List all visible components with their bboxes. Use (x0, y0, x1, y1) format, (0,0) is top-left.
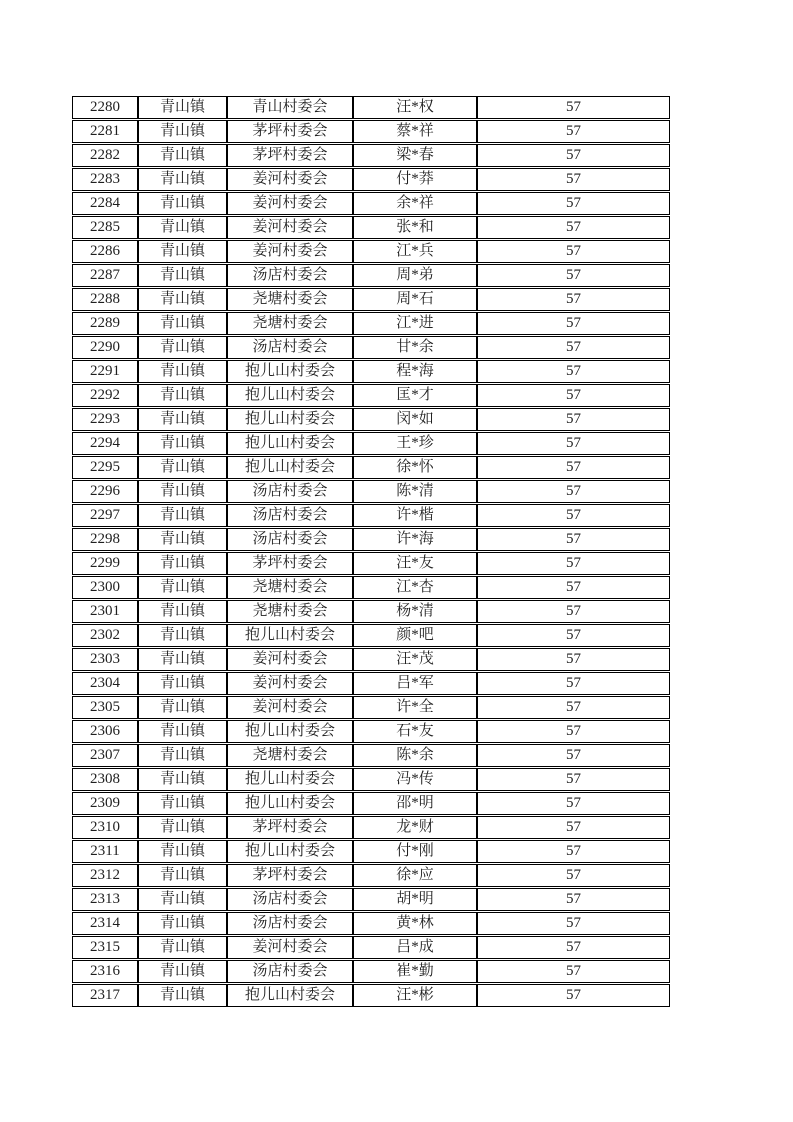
name-cell: 付*刚 (353, 840, 477, 863)
name-cell: 许*楷 (353, 504, 477, 527)
village-cell: 抱儿山村委会 (227, 720, 353, 743)
value-cell: 57 (477, 792, 670, 815)
town-cell: 青山镇 (138, 792, 227, 815)
name-cell: 陈*余 (353, 744, 477, 767)
table-row (72, 240, 670, 263)
village-cell: 抱儿山村委会 (227, 624, 353, 647)
serial-cell: 2287 (72, 264, 138, 287)
name-cell: 邵*明 (353, 792, 477, 815)
table-row (72, 168, 670, 191)
value-cell: 57 (477, 720, 670, 743)
town-cell: 青山镇 (138, 960, 227, 983)
name-cell: 闵*如 (353, 408, 477, 431)
value-cell: 57 (477, 168, 670, 191)
town-cell: 青山镇 (138, 600, 227, 623)
value-cell: 57 (477, 504, 670, 527)
table-row (72, 912, 670, 935)
table-row (72, 888, 670, 911)
name-cell: 汪*彬 (353, 984, 477, 1007)
village-cell: 汤店村委会 (227, 912, 353, 935)
name-cell: 江*杏 (353, 576, 477, 599)
name-cell: 汪*权 (353, 96, 477, 119)
town-cell: 青山镇 (138, 936, 227, 959)
town-cell: 青山镇 (138, 384, 227, 407)
value-cell: 57 (477, 240, 670, 263)
village-cell: 抱儿山村委会 (227, 768, 353, 791)
table-row (72, 504, 670, 527)
village-cell: 茅坪村委会 (227, 864, 353, 887)
village-cell: 茅坪村委会 (227, 816, 353, 839)
serial-cell: 2300 (72, 576, 138, 599)
name-cell: 周*石 (353, 288, 477, 311)
village-cell: 姜河村委会 (227, 216, 353, 239)
town-cell: 青山镇 (138, 432, 227, 455)
serial-cell: 2290 (72, 336, 138, 359)
village-cell: 抱儿山村委会 (227, 360, 353, 383)
name-cell: 黄*林 (353, 912, 477, 935)
name-cell: 许*海 (353, 528, 477, 551)
value-cell: 57 (477, 864, 670, 887)
value-cell: 57 (477, 528, 670, 551)
value-cell: 57 (477, 96, 670, 119)
name-cell: 崔*勤 (353, 960, 477, 983)
village-cell: 茅坪村委会 (227, 552, 353, 575)
village-cell: 抱儿山村委会 (227, 984, 353, 1007)
name-cell: 程*海 (353, 360, 477, 383)
table-row (72, 672, 670, 695)
value-cell: 57 (477, 192, 670, 215)
serial-cell: 2291 (72, 360, 138, 383)
village-cell: 汤店村委会 (227, 528, 353, 551)
name-cell: 徐*怀 (353, 456, 477, 479)
name-cell: 付*莽 (353, 168, 477, 191)
table-row (72, 480, 670, 503)
serial-cell: 2316 (72, 960, 138, 983)
town-cell: 青山镇 (138, 840, 227, 863)
town-cell: 青山镇 (138, 648, 227, 671)
town-cell: 青山镇 (138, 120, 227, 143)
table-row (72, 984, 670, 1007)
table-row (72, 408, 670, 431)
village-cell: 汤店村委会 (227, 888, 353, 911)
town-cell: 青山镇 (138, 192, 227, 215)
value-cell: 57 (477, 960, 670, 983)
name-cell: 甘*余 (353, 336, 477, 359)
name-cell: 吕*军 (353, 672, 477, 695)
table-row (72, 192, 670, 215)
name-cell: 江*兵 (353, 240, 477, 263)
table-row (72, 288, 670, 311)
serial-cell: 2304 (72, 672, 138, 695)
value-cell: 57 (477, 144, 670, 167)
name-cell: 杨*清 (353, 600, 477, 623)
town-cell: 青山镇 (138, 552, 227, 575)
serial-cell: 2297 (72, 504, 138, 527)
town-cell: 青山镇 (138, 528, 227, 551)
table-row (72, 648, 670, 671)
serial-cell: 2308 (72, 768, 138, 791)
table-row (72, 720, 670, 743)
village-cell: 茅坪村委会 (227, 120, 353, 143)
name-cell: 余*祥 (353, 192, 477, 215)
village-cell: 汤店村委会 (227, 480, 353, 503)
town-cell: 青山镇 (138, 504, 227, 527)
town-cell: 青山镇 (138, 624, 227, 647)
serial-cell: 2284 (72, 192, 138, 215)
table-row (72, 792, 670, 815)
table-row (72, 312, 670, 335)
name-cell: 石*友 (353, 720, 477, 743)
village-cell: 抱儿山村委会 (227, 456, 353, 479)
table-body (72, 96, 670, 1007)
town-cell: 青山镇 (138, 456, 227, 479)
town-cell: 青山镇 (138, 216, 227, 239)
town-cell: 青山镇 (138, 816, 227, 839)
town-cell: 青山镇 (138, 768, 227, 791)
town-cell: 青山镇 (138, 360, 227, 383)
table-row (72, 936, 670, 959)
name-cell: 徐*应 (353, 864, 477, 887)
village-cell: 尧塘村委会 (227, 600, 353, 623)
serial-cell: 2283 (72, 168, 138, 191)
town-cell: 青山镇 (138, 288, 227, 311)
table-row (72, 336, 670, 359)
data-table (72, 95, 670, 1008)
town-cell: 青山镇 (138, 336, 227, 359)
table-row (72, 552, 670, 575)
town-cell: 青山镇 (138, 912, 227, 935)
value-cell: 57 (477, 264, 670, 287)
name-cell: 江*进 (353, 312, 477, 335)
village-cell: 尧塘村委会 (227, 312, 353, 335)
town-cell: 青山镇 (138, 696, 227, 719)
name-cell: 汪*友 (353, 552, 477, 575)
table-row (72, 96, 670, 119)
table-row (72, 120, 670, 143)
town-cell: 青山镇 (138, 96, 227, 119)
value-cell: 57 (477, 672, 670, 695)
village-cell: 茅坪村委会 (227, 144, 353, 167)
town-cell: 青山镇 (138, 264, 227, 287)
value-cell: 57 (477, 744, 670, 767)
town-cell: 青山镇 (138, 576, 227, 599)
table-row (72, 840, 670, 863)
town-cell: 青山镇 (138, 168, 227, 191)
serial-cell: 2293 (72, 408, 138, 431)
serial-cell: 2302 (72, 624, 138, 647)
town-cell: 青山镇 (138, 312, 227, 335)
town-cell: 青山镇 (138, 480, 227, 503)
serial-cell: 2310 (72, 816, 138, 839)
value-cell: 57 (477, 936, 670, 959)
village-cell: 姜河村委会 (227, 696, 353, 719)
serial-cell: 2280 (72, 96, 138, 119)
table-row (72, 456, 670, 479)
table-row (72, 528, 670, 551)
name-cell: 汪*茂 (353, 648, 477, 671)
serial-cell: 2317 (72, 984, 138, 1007)
serial-cell: 2312 (72, 864, 138, 887)
village-cell: 抱儿山村委会 (227, 840, 353, 863)
table-row (72, 264, 670, 287)
table-row (72, 744, 670, 767)
serial-cell: 2306 (72, 720, 138, 743)
serial-cell: 2309 (72, 792, 138, 815)
town-cell: 青山镇 (138, 720, 227, 743)
value-cell: 57 (477, 552, 670, 575)
town-cell: 青山镇 (138, 744, 227, 767)
value-cell: 57 (477, 336, 670, 359)
value-cell: 57 (477, 840, 670, 863)
serial-cell: 2288 (72, 288, 138, 311)
value-cell: 57 (477, 984, 670, 1007)
serial-cell: 2282 (72, 144, 138, 167)
serial-cell: 2315 (72, 936, 138, 959)
town-cell: 青山镇 (138, 864, 227, 887)
village-cell: 姜河村委会 (227, 168, 353, 191)
village-cell: 尧塘村委会 (227, 288, 353, 311)
table-row (72, 144, 670, 167)
serial-cell: 2295 (72, 456, 138, 479)
name-cell: 胡*明 (353, 888, 477, 911)
value-cell: 57 (477, 480, 670, 503)
village-cell: 汤店村委会 (227, 960, 353, 983)
village-cell: 姜河村委会 (227, 192, 353, 215)
value-cell: 57 (477, 456, 670, 479)
value-cell: 57 (477, 360, 670, 383)
table-row (72, 432, 670, 455)
serial-cell: 2281 (72, 120, 138, 143)
village-cell: 姜河村委会 (227, 936, 353, 959)
value-cell: 57 (477, 120, 670, 143)
serial-cell: 2307 (72, 744, 138, 767)
value-cell: 57 (477, 768, 670, 791)
name-cell: 蔡*祥 (353, 120, 477, 143)
name-cell: 吕*成 (353, 936, 477, 959)
village-cell: 抱儿山村委会 (227, 432, 353, 455)
serial-cell: 2314 (72, 912, 138, 935)
village-cell: 抱儿山村委会 (227, 384, 353, 407)
name-cell: 陈*清 (353, 480, 477, 503)
table-row (72, 360, 670, 383)
village-cell: 汤店村委会 (227, 336, 353, 359)
table-row (72, 696, 670, 719)
name-cell: 梁*春 (353, 144, 477, 167)
serial-cell: 2296 (72, 480, 138, 503)
name-cell: 许*全 (353, 696, 477, 719)
village-cell: 抱儿山村委会 (227, 792, 353, 815)
name-cell: 张*和 (353, 216, 477, 239)
value-cell: 57 (477, 600, 670, 623)
table-row (72, 600, 670, 623)
village-cell: 尧塘村委会 (227, 576, 353, 599)
village-cell: 姜河村委会 (227, 672, 353, 695)
table-row (72, 960, 670, 983)
town-cell: 青山镇 (138, 672, 227, 695)
value-cell: 57 (477, 216, 670, 239)
name-cell: 周*弟 (353, 264, 477, 287)
value-cell: 57 (477, 888, 670, 911)
table-row (72, 216, 670, 239)
town-cell: 青山镇 (138, 240, 227, 263)
table-row (72, 384, 670, 407)
name-cell: 龙*财 (353, 816, 477, 839)
serial-cell: 2298 (72, 528, 138, 551)
town-cell: 青山镇 (138, 144, 227, 167)
village-cell: 姜河村委会 (227, 648, 353, 671)
name-cell: 王*珍 (353, 432, 477, 455)
village-cell: 汤店村委会 (227, 504, 353, 527)
value-cell: 57 (477, 696, 670, 719)
serial-cell: 2301 (72, 600, 138, 623)
serial-cell: 2313 (72, 888, 138, 911)
village-cell: 汤店村委会 (227, 264, 353, 287)
serial-cell: 2305 (72, 696, 138, 719)
value-cell: 57 (477, 648, 670, 671)
value-cell: 57 (477, 432, 670, 455)
name-cell: 颜*吧 (353, 624, 477, 647)
table-row (72, 624, 670, 647)
serial-cell: 2286 (72, 240, 138, 263)
table-row (72, 864, 670, 887)
town-cell: 青山镇 (138, 888, 227, 911)
village-cell: 青山村委会 (227, 96, 353, 119)
name-cell: 冯*传 (353, 768, 477, 791)
village-cell: 抱儿山村委会 (227, 408, 353, 431)
table-row (72, 816, 670, 839)
serial-cell: 2303 (72, 648, 138, 671)
value-cell: 57 (477, 816, 670, 839)
value-cell: 57 (477, 912, 670, 935)
town-cell: 青山镇 (138, 984, 227, 1007)
value-cell: 57 (477, 312, 670, 335)
table-row (72, 768, 670, 791)
village-cell: 尧塘村委会 (227, 744, 353, 767)
serial-cell: 2294 (72, 432, 138, 455)
name-cell: 匡*才 (353, 384, 477, 407)
serial-cell: 2292 (72, 384, 138, 407)
serial-cell: 2285 (72, 216, 138, 239)
value-cell: 57 (477, 576, 670, 599)
value-cell: 57 (477, 288, 670, 311)
serial-cell: 2299 (72, 552, 138, 575)
serial-cell: 2311 (72, 840, 138, 863)
value-cell: 57 (477, 624, 670, 647)
village-cell: 姜河村委会 (227, 240, 353, 263)
value-cell: 57 (477, 384, 670, 407)
table-row (72, 576, 670, 599)
value-cell: 57 (477, 408, 670, 431)
serial-cell: 2289 (72, 312, 138, 335)
town-cell: 青山镇 (138, 408, 227, 431)
